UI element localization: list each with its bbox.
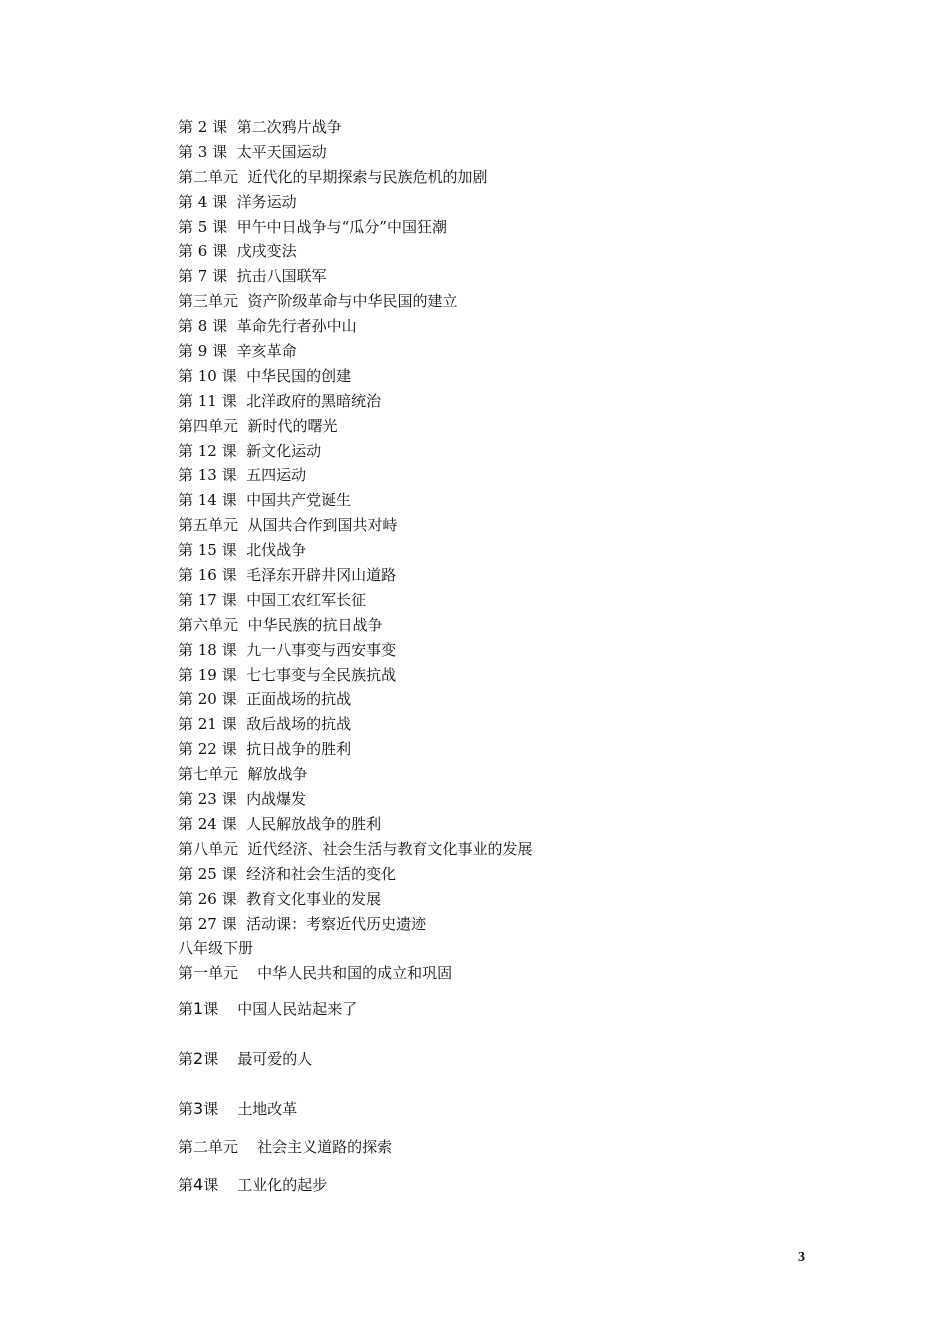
toc-line: 第 25 课 经济和社会生活的变化 — [178, 864, 397, 883]
toc-line: 第 19 课 七七事变与全民族抗战 — [178, 665, 397, 684]
toc-line: 第 15 课 北伐战争 — [178, 541, 307, 560]
toc-line: 第 17 课 中国工农红军长征 — [178, 590, 367, 609]
toc-line: 第 14 课 中国共产党诞生 — [178, 491, 352, 510]
toc-line: 第二单元 近代化的早期探索与民族危机的加剧 — [178, 167, 488, 186]
toc-line: 第 13 课 五四运动 — [178, 466, 307, 485]
toc-line: 第一单元 中华人民共和国的成立和巩固 — [178, 964, 453, 983]
toc-line: 第 10 课 中华民国的创建 — [178, 366, 352, 385]
toc-line: 第 5 课 甲午中日战争与“瓜分”中国狂潮 — [178, 217, 447, 236]
toc-line: 第 7 课 抗击八国联军 — [178, 267, 327, 286]
toc-number: 2 — [193, 1049, 204, 1068]
toc-prefix: 第 — [178, 1050, 194, 1068]
toc-line: 第 26 课 教育文化事业的发展 — [178, 889, 382, 908]
toc-line: 第 16 课 毛泽东开辟井冈山道路 — [178, 566, 397, 585]
toc-rest: 课 土地改革 — [203, 1100, 298, 1118]
toc-line: 第 18 课 九一八事变与西安事变 — [178, 640, 397, 659]
toc-number: 4 — [193, 1175, 204, 1194]
toc-line: 第六单元 中华民族的抗日战争 — [178, 615, 383, 634]
toc-line: 第 12 课 新文化运动 — [178, 441, 322, 460]
toc-number: 3 — [193, 1099, 204, 1118]
toc-prefix: 第二单元 社会主义道路的探索 — [178, 1138, 393, 1156]
toc-rest: 课 最可爱的人 — [203, 1050, 313, 1068]
toc-line: 八年级下册 — [178, 939, 254, 958]
page-number: 3 — [798, 1250, 805, 1265]
toc-prefix: 第 — [178, 1100, 194, 1118]
toc-line: 第 23 课 内战爆发 — [178, 790, 307, 809]
toc-line: 第 24 课 人民解放战争的胜利 — [178, 814, 382, 833]
toc-line: 第 20 课 正面战场的抗战 — [178, 690, 352, 709]
toc-line — [178, 1099, 297, 1119]
toc-line: 第三单元 资产阶级革命与中华民国的建立 — [178, 292, 458, 311]
toc-line — [178, 1175, 327, 1195]
toc-line: 第 21 课 敌后战场的抗战 — [178, 715, 352, 734]
toc-line — [178, 1049, 312, 1069]
toc-prefix: 第 — [178, 1000, 194, 1018]
toc-number: 1 — [193, 999, 204, 1018]
toc-rest: 课 中国人民站起来了 — [203, 1000, 358, 1018]
toc-line: 第 11 课 北洋政府的黑暗统治 — [178, 391, 382, 410]
toc-line: 第 9 课 辛亥革命 — [178, 342, 297, 361]
toc-line — [178, 1137, 392, 1157]
toc-line: 第 6 课 戊戌变法 — [178, 242, 297, 261]
toc-line: 第 2 课 第二次鸦片战争 — [178, 118, 342, 136]
toc-line: 第 3 课 太平天国运动 — [178, 142, 327, 161]
toc-line: 第八单元 近代经济、社会生活与教育文化事业的发展 — [178, 839, 533, 858]
toc-prefix: 第 — [178, 1176, 194, 1194]
toc-line: 第七单元 解放战争 — [178, 765, 308, 784]
toc-line — [178, 999, 357, 1019]
toc-line: 第 8 课 革命先行者孙中山 — [178, 317, 357, 336]
toc-line: 第 27 课 活动课：考察近代历史遗迹 — [178, 914, 427, 933]
toc-line: 第四单元 新时代的曙光 — [178, 416, 338, 435]
toc-rest: 课 工业化的起步 — [203, 1176, 328, 1194]
toc-line: 第 22 课 抗日战争的胜利 — [178, 740, 352, 759]
toc-line: 第五单元 从国共合作到国共对峙 — [178, 516, 398, 535]
table-of-contents — [178, 115, 818, 986]
toc-line: 第 4 课 洋务运动 — [178, 192, 297, 211]
